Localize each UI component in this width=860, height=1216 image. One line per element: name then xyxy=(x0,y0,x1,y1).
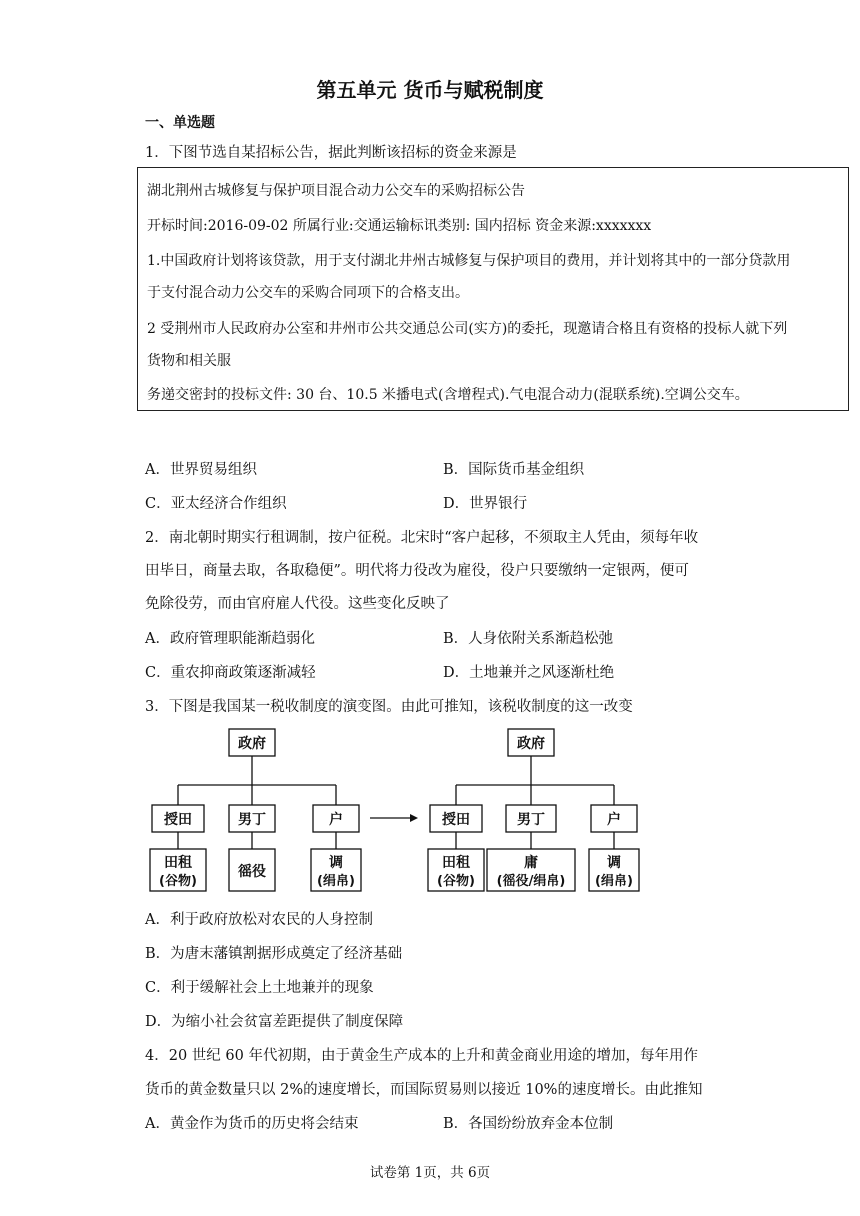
q3-stem: 3．下图是我国某一税收制度的演变图。由此可推知，该税收制度的这一改变 xyxy=(145,699,633,715)
left-mid-label: 户 xyxy=(329,812,343,828)
q4-option-a[interactable]: A．黄金作为货币的历史将会结束 xyxy=(145,1116,359,1132)
left-bottom-sublabel: (绢帛) xyxy=(317,874,355,889)
q2-option-a[interactable]: A．政府管理职能渐趋弱化 xyxy=(145,631,315,647)
q4-option-b[interactable]: B．各国纷纷放弃金本位制 xyxy=(443,1116,614,1132)
left-mid-label: 男丁 xyxy=(238,812,266,828)
tender-notice-box xyxy=(137,167,849,411)
q1-option-c[interactable]: C．亚太经济合作组织 xyxy=(145,496,287,512)
q1-option-a[interactable]: A．世界贸易组织 xyxy=(145,462,257,478)
tender-notice-line: 1.中国政府计划将该贷款，用于支付湖北井州古城修复与保护项目的费用，并计划将其中的一部分贷款用 xyxy=(147,253,791,269)
tender-notice-line: 于支付混合动力公交车的采购合同项下的合格支出。 xyxy=(147,285,469,301)
q3-option-a[interactable]: A．利于政府放松对农民的人身控制 xyxy=(145,912,373,928)
section-heading: 一、单选题 xyxy=(145,115,215,131)
page-footer: 试卷第 1页，共 6页 xyxy=(369,1165,491,1181)
left-bottom-label: 徭役 xyxy=(238,864,266,880)
q2-stem-line: 田毕日，商量去取，各取稳便”。明代将力役改为雇役，役户只要缴纳一定银两，便可 xyxy=(145,563,689,579)
right-bottom-sublabel: (徭役/绢帛) xyxy=(496,874,566,889)
right-bottom-label: 田租 xyxy=(442,855,470,871)
right-gov-label: 政府 xyxy=(517,736,545,752)
left-bottom-label: 田租 xyxy=(164,855,192,871)
q4-stem-line: 4．20 世纪 60 年代初期，由于黄金生产成本的上升和黄金商业用途的增加，每年用作 xyxy=(145,1048,698,1064)
q3-option-c[interactable]: C．利于缓解社会上土地兼并的现象 xyxy=(145,980,374,996)
q2-stem-line: 免除役劳，而由官府雇人代役。这些变化反映了 xyxy=(145,596,450,612)
q2-option-c[interactable]: C．重农抑商政策逐渐减轻 xyxy=(145,665,316,681)
right-bottom-label: 庸 xyxy=(524,855,538,871)
right-mid-label: 户 xyxy=(607,812,621,828)
q1-option-d[interactable]: D．世界银行 xyxy=(443,496,528,512)
tender-notice-line: 货物和相关服 xyxy=(147,353,231,369)
q2-stem-line: 2．南北朝时期实行租调制，按户征税。北宋时“客户起移，不须取主人凭由，须每年收 xyxy=(145,530,699,546)
tender-notice-line: 务递交密封的投标文件: 30 台、10.5 米播电式(含增程式).气电混合动力(混联系统).空调公交车。 xyxy=(147,387,749,403)
tax-system-diagram xyxy=(0,725,860,895)
page-title: 第五单元 货币与赋税制度 xyxy=(316,78,544,102)
q4-stem-line: 货币的黄金数量只以 2%的速度增长，而国际贸易则以接近 10%的速度增长。由此推知 xyxy=(145,1082,703,1098)
left-mid-label: 授田 xyxy=(164,812,192,828)
left-gov-label: 政府 xyxy=(238,736,266,752)
tender-notice-line: 湖北荆州古城修复与保护项目混合动力公交车的采购招标公告 xyxy=(147,183,525,199)
left-bottom-sublabel: (谷物) xyxy=(159,874,197,889)
right-mid-label: 男丁 xyxy=(517,812,545,828)
right-bottom-label: 调 xyxy=(607,855,621,871)
left-bottom-label: 调 xyxy=(329,855,343,871)
q1-option-b[interactable]: B．国际货币基金组织 xyxy=(443,462,585,478)
q2-option-b[interactable]: B．人身依附关系渐趋松弛 xyxy=(443,631,614,647)
right-bottom-sublabel: (绢帛) xyxy=(595,874,633,889)
q3-option-b[interactable]: B．为唐末藩镇割据形成奠定了经济基础 xyxy=(145,946,403,962)
q3-option-d[interactable]: D．为缩小社会贫富差距提供了制度保障 xyxy=(145,1014,404,1030)
tender-notice-line: 开标时间:2016-09-02 所属行业:交通运输标讯类别: 国内招标 资金来源:xxxxxxx xyxy=(147,218,652,234)
q1-stem: 1．下图节选自某招标公告，据此判断该招标的资金来源是 xyxy=(145,145,517,161)
right-mid-label: 授田 xyxy=(442,812,470,828)
q2-option-d[interactable]: D．土地兼并之风逐渐杜绝 xyxy=(443,665,615,681)
right-bottom-sublabel: (谷物) xyxy=(437,874,475,889)
tender-notice-line: 2 受荆州市人民政府办公室和井州市公共交通总公司(实方)的委托，现邀请合格且有资格的投标人就下列 xyxy=(147,321,788,337)
